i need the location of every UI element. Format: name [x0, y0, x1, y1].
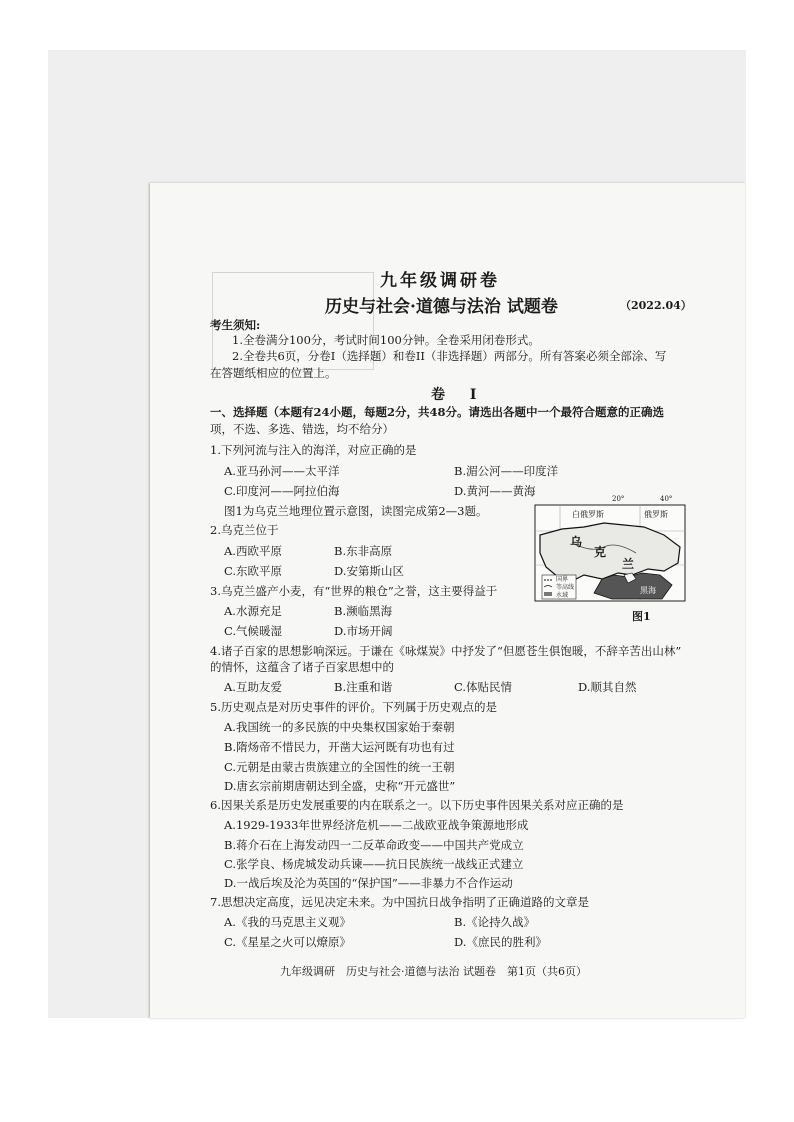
q2-option-d: D.安第斯山区 [334, 564, 404, 578]
q4-option-a: A.互助友爱 [224, 680, 282, 694]
lon-label-40: 40° [660, 495, 673, 503]
q5-stem: 5.历史观点是对历史事件的评价。下列属于历史观点的是 [210, 700, 497, 714]
q1-option-c: C.印度河——阿拉伯海 [224, 484, 340, 498]
q3-option-b: B.濒临黑海 [334, 604, 393, 618]
notice-item-2-cont: 在答题纸相应的位置上。 [210, 366, 337, 380]
legend-water-symbol [544, 592, 552, 596]
notice-item-1: 1.全卷满分100分，考试时间100分钟。全卷采用闭卷形式。 [232, 333, 540, 347]
part1-instructions-cont: 项，不选、多选、错选，均不给分） [210, 422, 394, 436]
legend-border-label: 国界 [556, 576, 569, 583]
q5-option-c: C.元朝是由蒙古贵族建立的全国性的统一王朝 [224, 760, 455, 774]
q1-option-a: A.亚马孙河——太平洋 [224, 464, 340, 478]
q6-stem: 6.因果关系是历史发展重要的内在联系之一。以下历史事件因果关系对应正确的是 [210, 798, 624, 812]
exam-date: （2022.04） [620, 299, 692, 312]
exam-subtitle: 历史与社会·道德与法治 试题卷 [325, 297, 558, 317]
figure-caption: 图1 [632, 610, 651, 623]
q2-option-a: A.西欧平原 [224, 544, 282, 558]
q1-option-d: D.黄河——黄海 [454, 484, 536, 498]
q5-option-b: B.隋炀帝不惜民力，开凿大运河既有功也有过 [224, 740, 455, 754]
notice-item-2: 2.全卷共6页，分卷I（选择题）和卷II（非选择题）两部分。所有答案必须全部涂、写 [232, 349, 667, 363]
lon-label-20: 20° [612, 495, 625, 503]
q4-stem: 4.诸子百家的思想影响深远。于谦在《咏煤炭》中抒发了“但愿苍生俱饱暖，不辞辛苦出山林” [210, 644, 682, 658]
part1-instructions: 一、选择题（本题有24小题，每题2分，共48分。请选出各题中一个最符合题意的正确选 [210, 405, 665, 419]
q2-stem: 2.乌克兰位于 [210, 523, 279, 537]
notice-heading: 考生须知: [210, 318, 261, 332]
legend-water-label: 水域 [556, 592, 569, 599]
q6-option-b: B.蒋介石在上海发动四一二反革命政变——中国共产党成立 [224, 838, 524, 852]
q6-option-d: D.一战后埃及沦为英国的“保护国”——非暴力不合作运动 [224, 876, 513, 890]
q2-option-c: C.东欧平原 [224, 564, 283, 578]
legend-contour-label: 等高线 [556, 584, 575, 591]
label-russia: 俄罗斯 [644, 510, 668, 519]
q7-option-b: B.《论持久战》 [454, 915, 536, 929]
q3-stem: 3.乌克兰盛产小麦，有“世界的粮仓”之誉，这主要得益于 [210, 584, 498, 598]
q4-option-b: B.注重和谐 [334, 680, 393, 694]
page-footer: 九年级调研 历史与社会·道德与法治 试题卷 第1页（共6页） [280, 965, 587, 978]
q1-option-b: B.湄公河——印度洋 [454, 464, 559, 478]
q3-option-a: A.水源充足 [224, 604, 282, 618]
map-intro: 图1为乌克兰地理位置示意图，读图完成第2—3题。 [224, 504, 488, 518]
q6-option-c: C.张学良、杨虎城发动兵谏——抗日民族统一战线正式建立 [224, 857, 524, 871]
q1-stem: 1.下列河流与注入的海洋，对应正确的是 [210, 443, 417, 457]
q6-option-a: A.1929-1933年世界经济危机——二战欧亚战争策源地形成 [224, 818, 529, 832]
label-ukraine-2: 克 [594, 545, 607, 559]
q7-option-d: D.《庶民的胜利》 [454, 935, 547, 949]
q5-option-a: A.我国统一的多民族的中央集权国家始于秦朝 [224, 720, 455, 734]
label-belarus: 白俄罗斯 [572, 510, 604, 519]
q3-option-c: C.气候暖湿 [224, 624, 283, 638]
label-ukraine-3: 兰 [622, 557, 635, 571]
q7-stem: 7.思想决定高度，远见决定未来。为中国抗日战争指明了正确道路的文章是 [210, 895, 589, 909]
q4-option-d: D.顺其自然 [578, 680, 637, 694]
q3-option-d: D.市场开阔 [334, 624, 393, 638]
q7-option-c: C.《星星之火可以燎原》 [224, 935, 352, 949]
q7-option-a: A.《我的马克思主义观》 [224, 915, 351, 929]
label-ukraine-1: 乌 [570, 535, 583, 549]
section-title: 卷 I [431, 387, 487, 403]
exam-title: 九年级调研卷 [380, 271, 500, 291]
q4-stem-cont: 的情怀，这蕴含了诸子百家思想中的 [210, 660, 394, 674]
q5-option-d: D.唐玄宗前期唐朝达到全盛，史称“开元盛世” [224, 779, 456, 793]
label-black-sea: 黑海 [640, 586, 656, 595]
q4-option-c: C.体贴民情 [454, 680, 513, 694]
ukraine-map [532, 495, 750, 605]
q2-option-b: B.东非高原 [334, 544, 393, 558]
